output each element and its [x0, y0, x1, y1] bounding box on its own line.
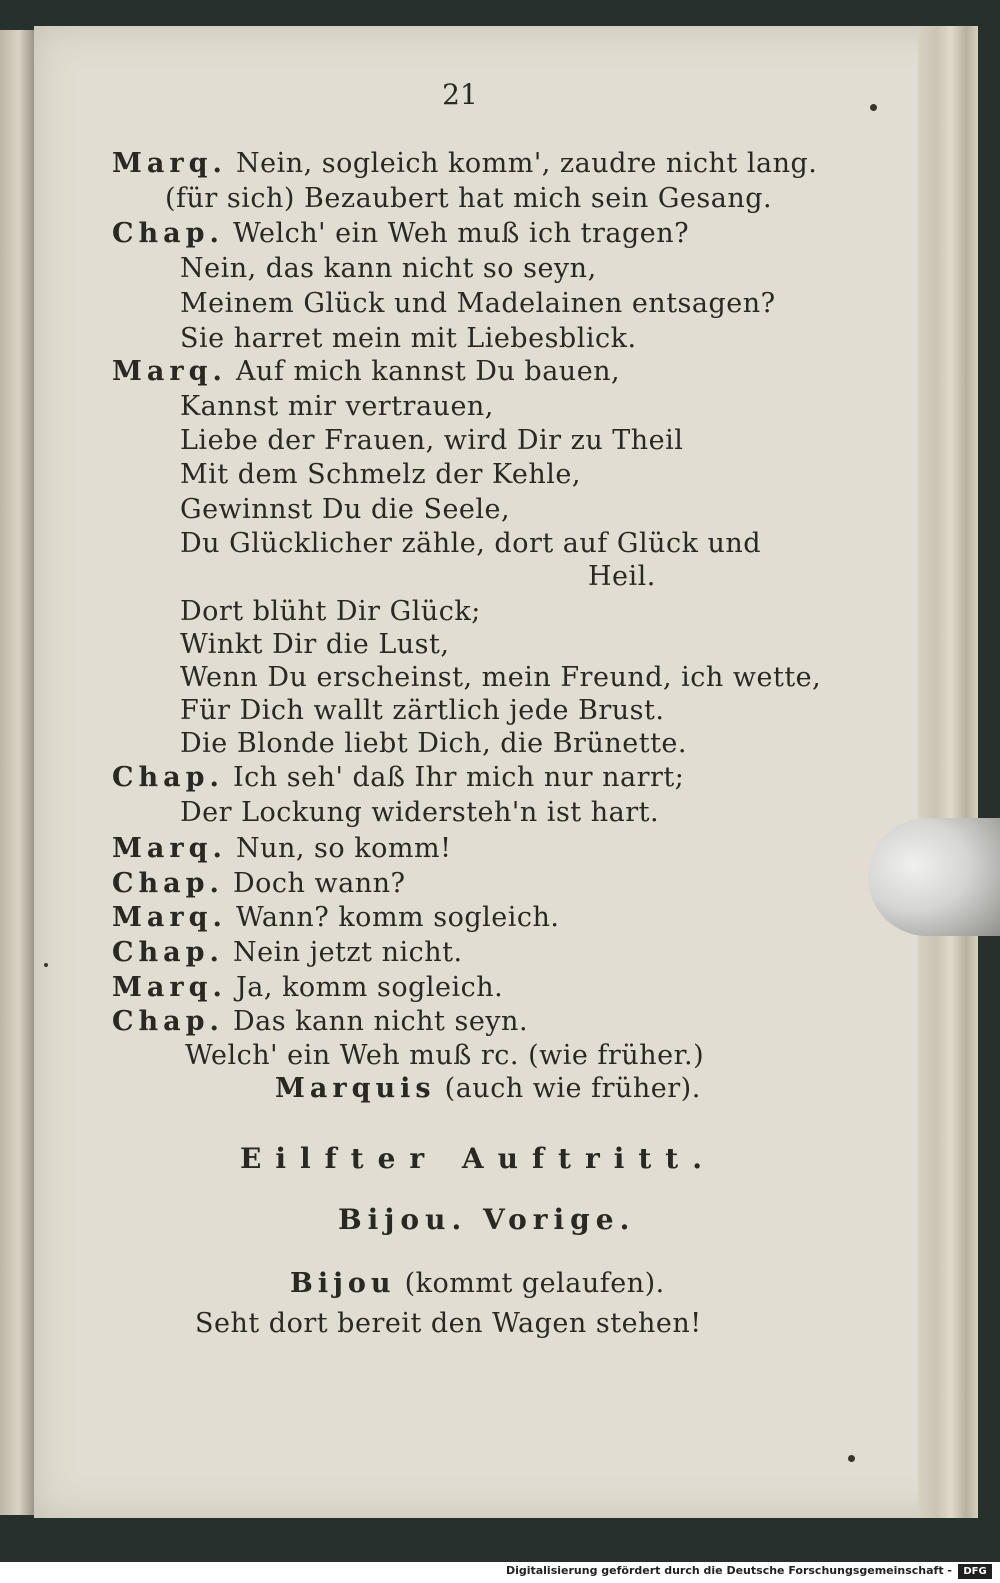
speaker-label: Chap.: [112, 762, 224, 793]
footer-credit: Digitalisierung gefördert durch die Deutsche Forschungsgemeinschaft -: [505, 1564, 952, 1577]
text-line: [112, 972, 503, 1003]
stage-direction: (kommt gelaufen).: [404, 1268, 665, 1299]
text-line: [180, 253, 597, 284]
ink-speck: [848, 1455, 855, 1462]
line-text: Liebe der Frauen, wird Dir zu Theil: [180, 425, 684, 456]
text-line: [112, 833, 451, 864]
text-line: [180, 425, 683, 456]
ink-speck: [870, 104, 877, 111]
text-line: [180, 662, 821, 693]
speaker-label: Marquis: [275, 1073, 436, 1104]
line-text: Welch' ein Weh muß rc. (wie früher.): [185, 1040, 705, 1071]
line-text: Wenn Du erscheinst, mein Freund, ich wette,: [180, 662, 822, 693]
line-text: Kannst mir vertrauen,: [180, 391, 494, 422]
line-text: Ja, komm sogleich.: [235, 972, 504, 1003]
text-line: [112, 902, 559, 933]
line-text: Die Blonde liebt Dich, die Brünette.: [180, 728, 687, 759]
text-line: [180, 528, 761, 559]
text-line: [180, 629, 449, 660]
speaker-label: Chap.: [112, 868, 224, 899]
speaker-label: Marq.: [112, 833, 227, 864]
text-line: [180, 494, 510, 525]
line-text: Sie harret mein mit Liebesblick.: [180, 323, 637, 354]
text-line: [180, 288, 776, 319]
line-text: Mit dem Schmelz der Kehle,: [180, 459, 581, 490]
text-line: [180, 596, 481, 627]
line-text: Doch wann?: [233, 868, 406, 899]
line-text: Winkt Dir die Lust,: [180, 629, 450, 660]
text-line: [180, 728, 687, 759]
text-line: [112, 1006, 528, 1037]
speaker-label: Marq.: [112, 356, 227, 387]
text-line: [185, 1040, 704, 1071]
line-text: Dort blüht Dir Glück;: [180, 596, 481, 627]
text-line: [180, 391, 494, 422]
line-text: Gewinnst Du die Seele,: [180, 494, 511, 525]
speaker-label: Chap.: [112, 218, 224, 249]
page-stack-edge: [918, 26, 978, 1518]
text-line: [588, 561, 656, 592]
text-line: [195, 1308, 702, 1339]
line-text: Nein, das kann nicht so seyn,: [180, 253, 597, 284]
line-text: Wann? komm sogleich.: [235, 902, 560, 933]
line-text: Das kann nicht seyn.: [233, 1006, 529, 1037]
line-text: Der Lockung widersteh'n ist hart.: [180, 797, 660, 828]
text-line: [112, 762, 684, 793]
line-text: Für Dich wallt zärtlich jede Brust.: [180, 695, 665, 726]
scene-heading: Eilfter Auftritt.: [240, 1142, 716, 1175]
line-text: (auch wie früher).: [444, 1073, 701, 1104]
speaker-label: Chap.: [112, 937, 224, 968]
page-number: 21: [442, 78, 478, 111]
line-text: Du Glücklicher zähle, dort auf Glück und: [180, 528, 762, 559]
text-line: [290, 1268, 665, 1299]
text-line: [180, 695, 664, 726]
line-text: Heil.: [588, 561, 656, 592]
ink-speck: [44, 963, 48, 967]
text-line: [112, 356, 620, 387]
speaker-label: Chap.: [112, 1006, 224, 1037]
line-text: Welch' ein Weh muß ich tragen?: [233, 218, 690, 249]
text-line: [165, 183, 772, 214]
text-line: [112, 868, 405, 899]
speaker-label: Marq.: [112, 148, 227, 179]
speaker-label: Marq.: [112, 902, 227, 933]
line-text: Nun, so komm!: [235, 833, 452, 864]
line-text: Auf mich kannst Du bauen,: [235, 356, 621, 387]
line-text: Nein jetzt nicht.: [233, 937, 463, 968]
text-line: [112, 218, 689, 249]
previous-page-edge: [0, 30, 34, 1515]
line-text: Meinem Glück und Madelainen entsagen?: [180, 288, 776, 319]
text-line: [112, 148, 817, 179]
text-line: [275, 1073, 701, 1104]
text-line: [180, 459, 581, 490]
speaker-label: Marq.: [112, 972, 227, 1003]
speaker-label: Bijou: [290, 1268, 396, 1299]
scene-characters: Bijou. Vorige.: [338, 1203, 636, 1236]
line-text: Ich seh' daß Ihr mich nur narrt;: [233, 762, 685, 793]
line-text: Nein, sogleich komm', zaudre nicht lang.: [235, 148, 818, 179]
text-line: [180, 323, 637, 354]
line-text: Seht dort bereit den Wagen stehen!: [195, 1308, 702, 1339]
text-line: [112, 937, 463, 968]
page-clip: [868, 818, 1000, 936]
line-text: (für sich) Bezaubert hat mich sein Gesang.: [165, 183, 773, 214]
text-line: [180, 797, 659, 828]
dfg-logo: DFG: [958, 1564, 992, 1579]
